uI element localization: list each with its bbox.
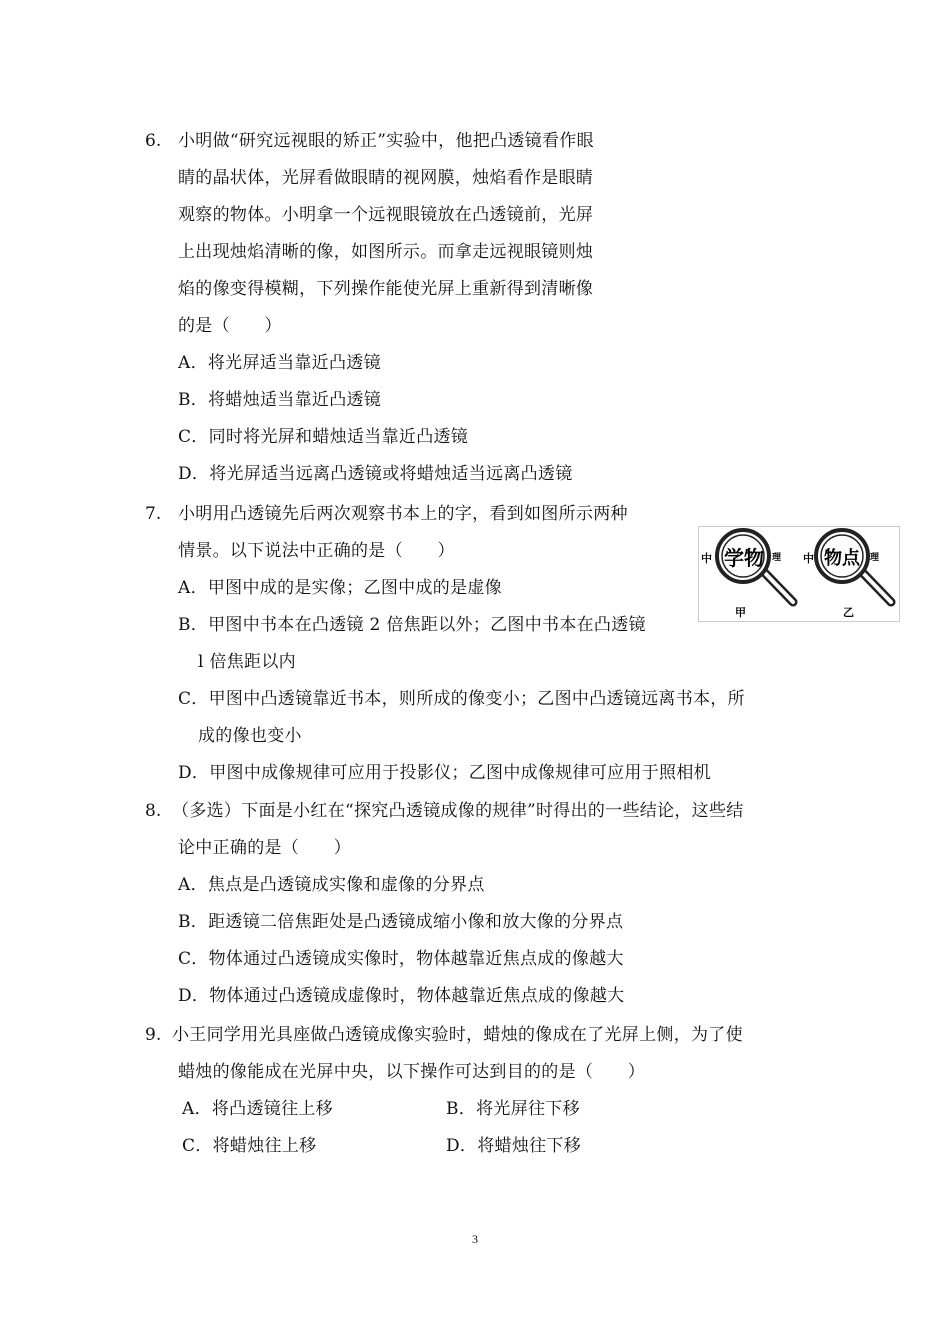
option-d: D．将光屏适当远离凸透镜或将蜡烛适当远离凸透镜 xyxy=(178,464,573,484)
question-number: 8. xyxy=(145,801,162,821)
option-c: C．甲图中凸透镜靠近书本，则所成的像变小；乙图中凸透镜远离书本，所 xyxy=(178,689,745,709)
figure-caption-jia: 甲 xyxy=(735,606,746,619)
option-d: D．物体通过凸透镜成虚像时，物体越靠近焦点成的像越大 xyxy=(178,986,625,1006)
option-b: B．将光屏往下移 xyxy=(446,1099,580,1119)
figure-right-small-right-text: 理 xyxy=(870,553,880,563)
option-d: D．甲图中成像规律可应用于投影仪；乙图中成像规律可应用于照相机 xyxy=(178,763,711,783)
figure-left-small-text: 中 xyxy=(701,552,712,565)
question-text-line: 小明做“研究远视眼的矫正”实验中，他把凸透镜看作眼 xyxy=(178,131,594,151)
option-a: A．将凸透镜往上移 xyxy=(182,1099,333,1119)
question-number: 7. xyxy=(145,504,162,524)
option-b-continued: l 倍焦距以内 xyxy=(198,652,296,672)
question-text-line: 上出现烛焰清晰的像，如图所示。而拿走远视眼镜则烛 xyxy=(178,242,594,262)
question-text-line: 论中正确的是（ ） xyxy=(178,838,351,858)
option-c: C．同时将光屏和蜡烛适当靠近凸透镜 xyxy=(178,427,469,447)
figure-left-magnified-text: 学物 xyxy=(724,546,764,570)
option-c: C．将蜡烛往上移 xyxy=(182,1136,317,1156)
option-b: B．距透镜二倍焦距处是凸透镜成缩小像和放大像的分界点 xyxy=(178,912,624,932)
question-text-line: 观察的物体。小明拿一个远视眼镜放在凸透镜前，光屏 xyxy=(178,205,594,225)
question-text-line: 睛的晶状体，光屏看做眼睛的视网膜，烛焰看作是眼睛 xyxy=(178,168,594,188)
figure-caption-yi: 乙 xyxy=(843,606,854,619)
option-a: A．将光屏适当靠近凸透镜 xyxy=(178,353,381,373)
question-text-line: 的是（ ） xyxy=(178,316,282,336)
option-b: B．甲图中书本在凸透镜 2 倍焦距以外；乙图中书本在凸透镜 xyxy=(178,615,646,635)
question-text-line: 焰的像变得模糊，下列操作能使光屏上重新得到清晰像 xyxy=(178,279,594,299)
question-text-line: 小明用凸透镜先后两次观察书本上的字，看到如图所示两种 xyxy=(178,504,628,524)
question-text-line: 情景。以下说法中正确的是（ ） xyxy=(178,541,455,561)
option-a: A．甲图中成的是实像；乙图中成的是虚像 xyxy=(178,578,502,598)
figure-right-small-text: 中 xyxy=(803,552,814,565)
page-number: 3 xyxy=(472,1232,478,1246)
option-c-continued: 成的像也变小 xyxy=(198,726,302,746)
question-text-line: 蜡烛的像能成在光屏中央，以下操作可达到目的的是（ ） xyxy=(178,1062,646,1082)
option-d: D．将蜡烛往下移 xyxy=(446,1136,582,1156)
figure-left-small-right-text: 理 xyxy=(772,553,782,563)
question-text-line: （多选）下面是小红在“探究凸透镜成像的规律”时得出的一些结论，这些结 xyxy=(172,801,744,821)
option-c: C．物体通过凸透镜成实像时，物体越靠近焦点成的像越大 xyxy=(178,949,624,969)
option-a: A．焦点是凸透镜成实像和虚像的分界点 xyxy=(178,875,485,895)
question-number: 6. xyxy=(145,131,162,151)
figure-right-magnified-text: 物点 xyxy=(824,548,860,569)
option-b: B．将蜡烛适当靠近凸透镜 xyxy=(178,390,382,410)
question-number: 9. xyxy=(145,1025,162,1045)
question-text-line: 小王同学用光具座做凸透镜成像实验时，蜡烛的像成在了光屏上侧，为了使 xyxy=(172,1025,743,1045)
magnifier-figure xyxy=(698,526,900,622)
